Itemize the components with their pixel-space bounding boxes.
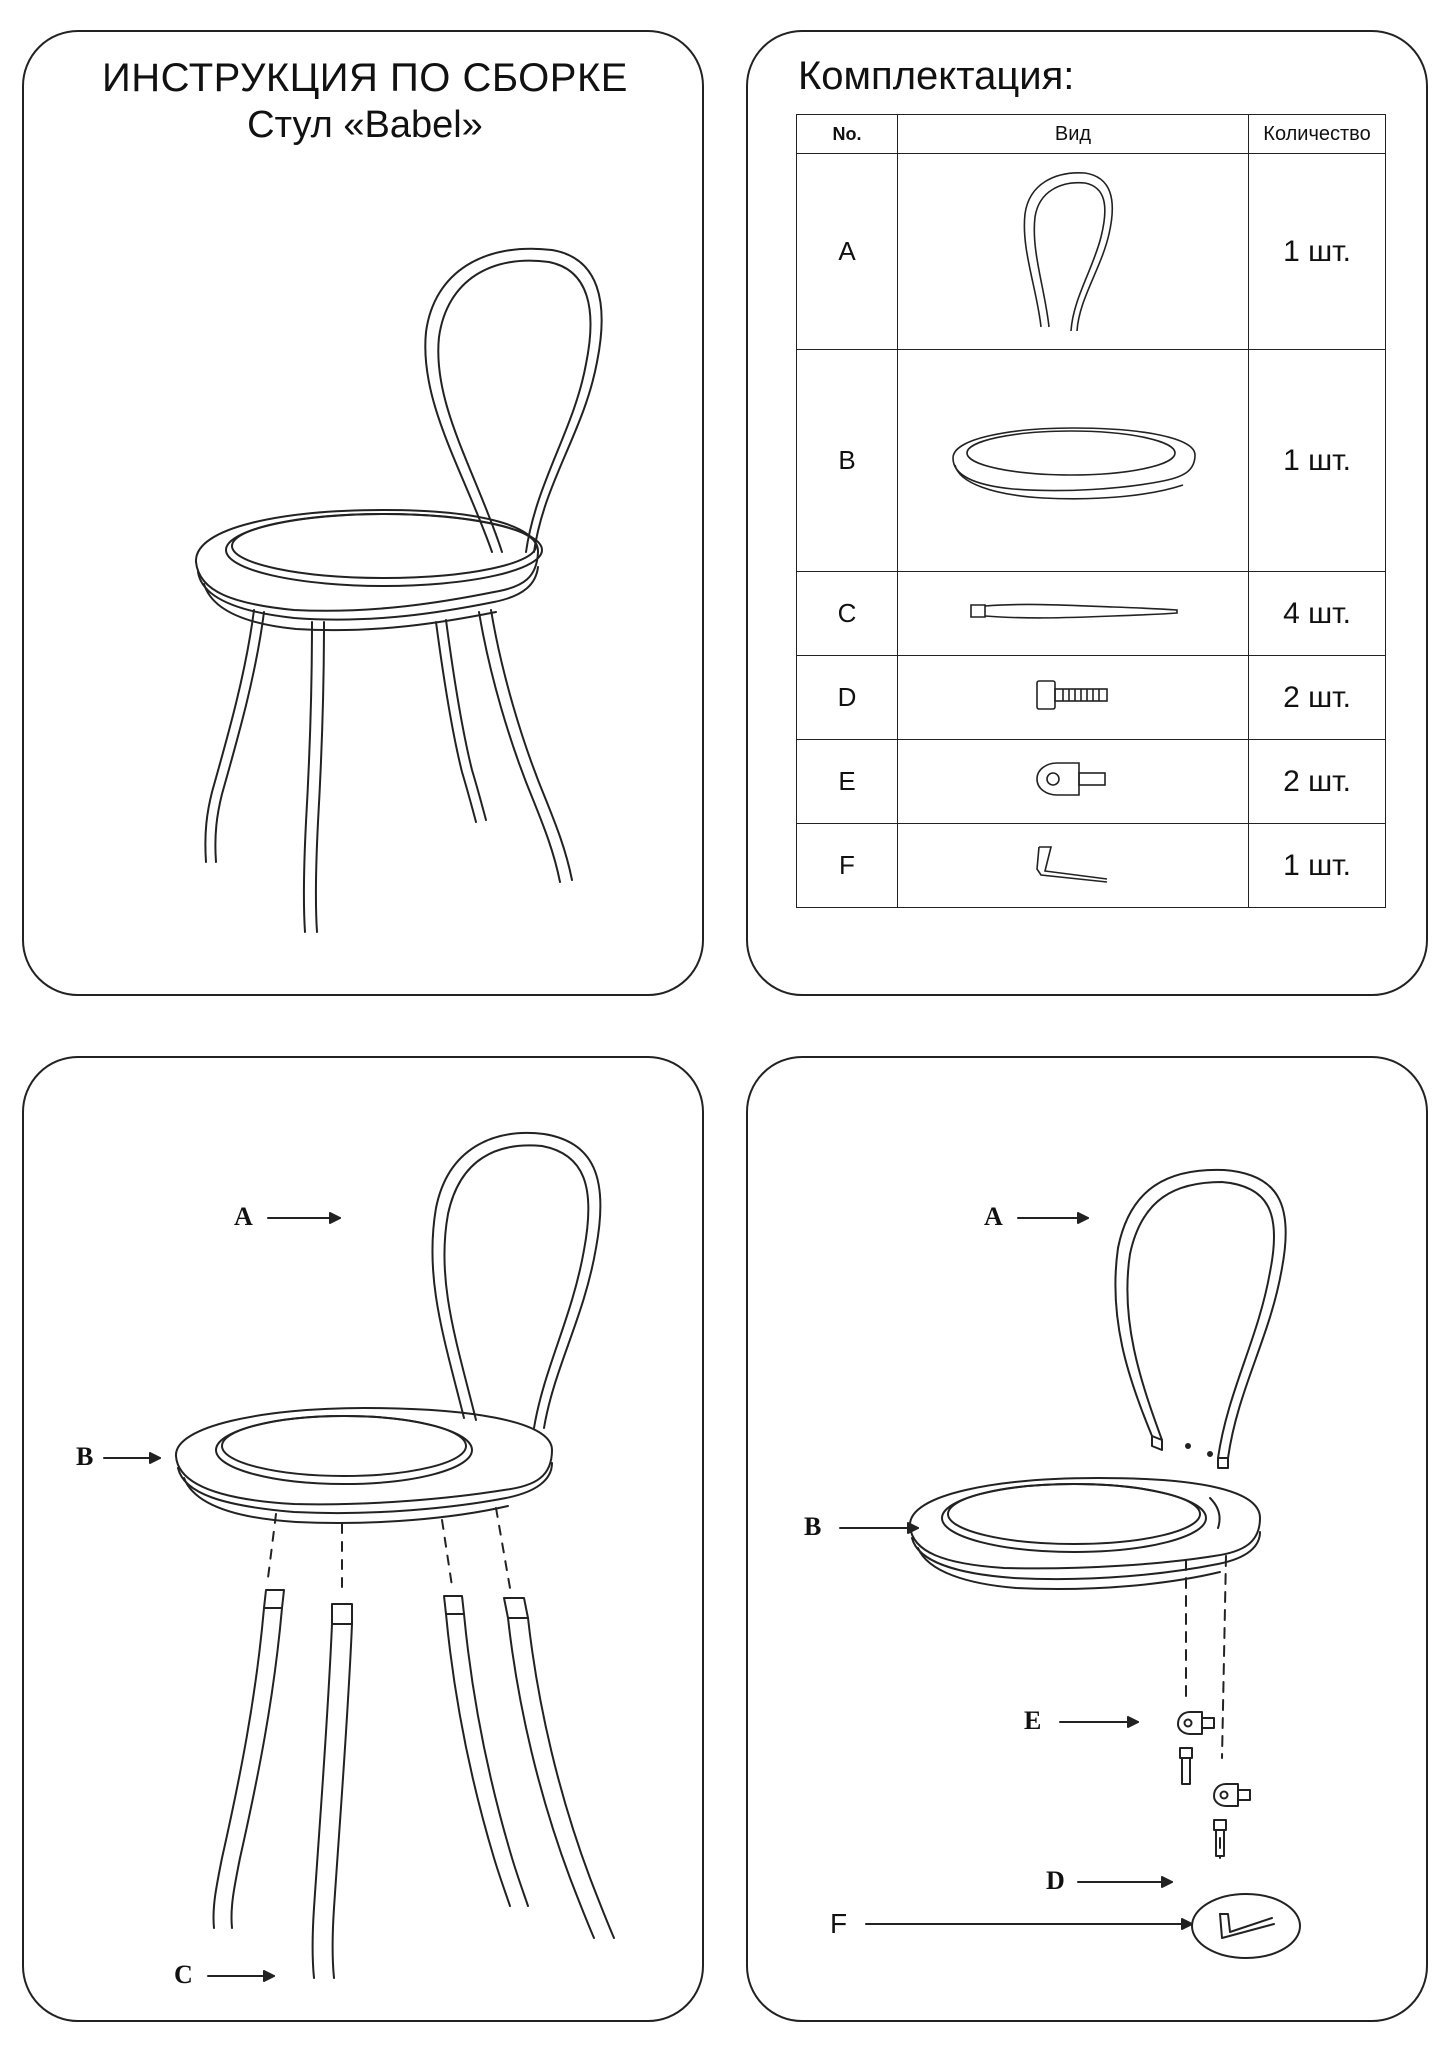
parts-list-panel <box>746 30 1428 996</box>
table-row <box>797 350 1386 572</box>
leg-assembly-panel <box>22 1056 704 2022</box>
column-qty: Количество <box>1249 115 1386 154</box>
part-qty: 2 шт. <box>1249 656 1386 740</box>
part-view-seat <box>898 350 1249 572</box>
part-id: F <box>797 824 898 908</box>
part-view-bolt <box>898 656 1249 740</box>
label-b: B <box>76 1442 94 1471</box>
part-qty: 1 шт. <box>1249 824 1386 908</box>
part-qty: 4 шт. <box>1249 572 1386 656</box>
column-view: Вид <box>898 115 1249 154</box>
table-header-row <box>797 115 1386 154</box>
assembled-chair-drawing <box>24 32 706 998</box>
label-a: A <box>234 1202 253 1231</box>
bolt-icon <box>1023 675 1123 715</box>
part-id: E <box>797 740 898 824</box>
table-row <box>797 740 1386 824</box>
parts-table <box>796 114 1386 908</box>
leg-icon <box>963 591 1183 631</box>
backrest-icon <box>1013 159 1133 339</box>
connector-icon <box>1023 757 1123 801</box>
part-id: C <box>797 572 898 656</box>
label-d: D <box>1046 1866 1065 1895</box>
part-view-hex-key <box>898 824 1249 908</box>
table-row <box>797 572 1386 656</box>
table-row <box>797 656 1386 740</box>
part-id: B <box>797 350 898 572</box>
table-row <box>797 824 1386 908</box>
part-id: D <box>797 656 898 740</box>
label-c: C <box>174 1960 193 1989</box>
part-qty: 2 шт. <box>1249 740 1386 824</box>
part-view-backrest <box>898 154 1249 350</box>
instruction-title: ИНСТРУКЦИЯ ПО СБОРКЕ <box>102 56 628 100</box>
product-subtitle: Стул «Babel» <box>247 104 483 146</box>
part-view-leg <box>898 572 1249 656</box>
label-b: B <box>804 1512 822 1541</box>
table-row <box>797 154 1386 350</box>
part-qty: 1 шт. <box>1249 154 1386 350</box>
label-f: F <box>830 1908 848 1939</box>
hex-key-icon <box>1023 841 1123 885</box>
part-qty: 1 шт. <box>1249 350 1386 572</box>
part-id: A <box>797 154 898 350</box>
column-no: No. <box>797 115 898 154</box>
parts-heading: Комплектация: <box>798 54 1075 98</box>
backrest-assembly-panel <box>746 1056 1428 2022</box>
label-a: A <box>984 1202 1003 1231</box>
assembled-chair-panel <box>22 30 704 996</box>
label-e: E <box>1024 1706 1042 1735</box>
part-view-connector <box>898 740 1249 824</box>
backrest-assembly-drawing <box>748 1058 1430 2024</box>
leg-assembly-drawing <box>24 1058 706 2024</box>
seat-icon <box>943 403 1203 513</box>
